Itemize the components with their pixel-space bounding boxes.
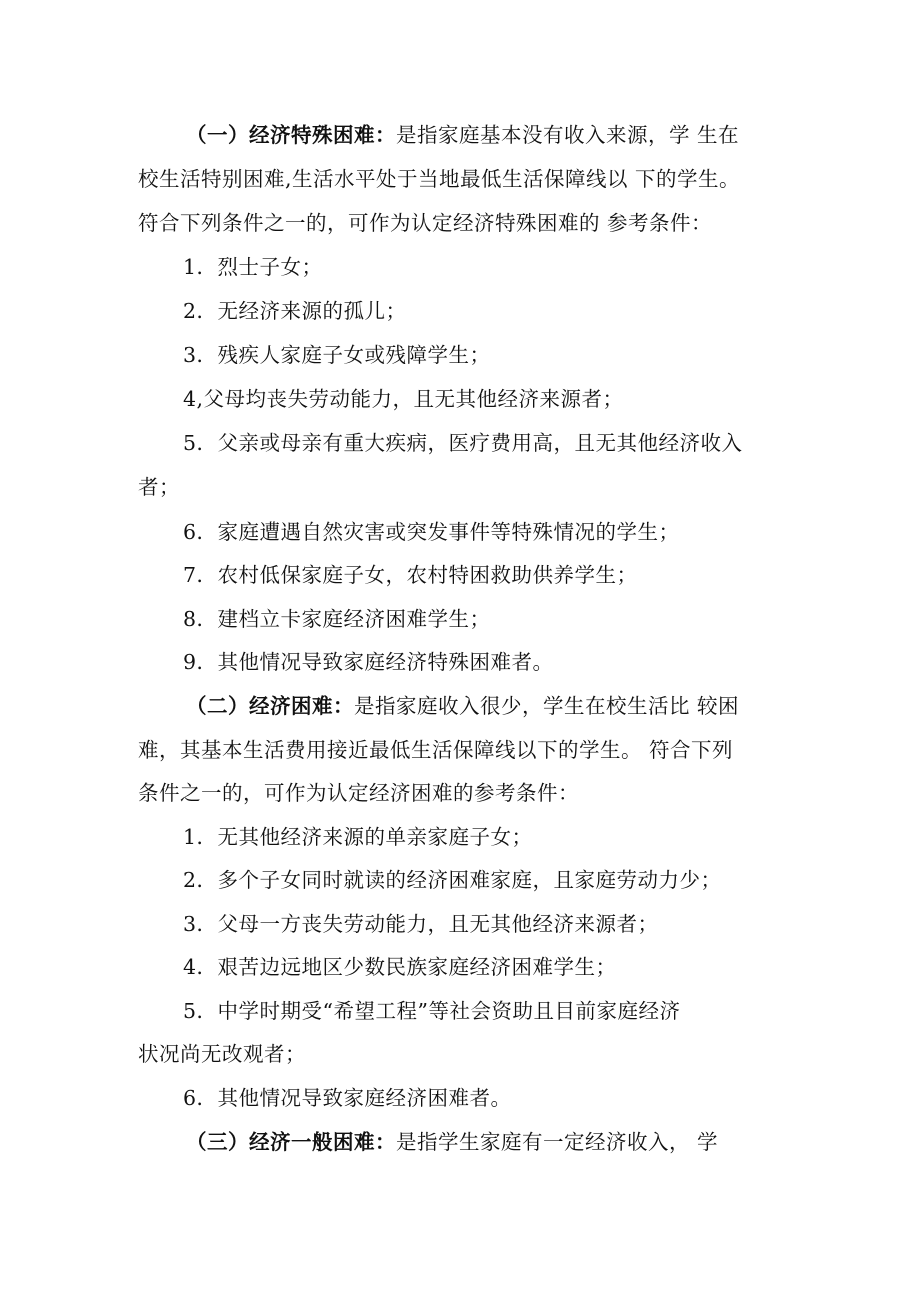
section1-item-5: 5．父亲或母亲有重大疾病，医疗费用高，且无其他经济收入 xyxy=(183,431,743,455)
section3-line1-text: 是指学生家庭有一定经济收入， 学 xyxy=(396,1130,719,1154)
section2-first-line xyxy=(186,684,856,728)
section2-line2: 难，其基本生活费用接近最低生活保障线以下的学生。 符合下列 xyxy=(138,738,734,762)
section2-item-5: 5．中学时期受“希望工程”等社会资助且目前家庭经济 xyxy=(183,999,681,1023)
section1-line3: 符合下列条件之一的，可作为认定经济特殊困难的 参考条件： xyxy=(138,211,713,235)
section3-first-line xyxy=(186,1120,856,1164)
section2-item-2: 2．多个子女同时就读的经济困难家庭，且家庭劳动力少； xyxy=(183,868,722,892)
section1-item-4: 4,父母均丧失劳动能力，且无其他经济来源者； xyxy=(183,387,624,411)
section1-item-5-continued: 者； xyxy=(138,475,180,499)
section2-line1-text: 是指家庭收入很少，学生在校生活比 较困 xyxy=(354,694,740,718)
section2-item-3: 3．父母一方丧失劳动能力，且无其他经济来源者； xyxy=(183,912,659,936)
section1-item-2: 2．无经济来源的孤儿； xyxy=(183,299,407,323)
section2-heading: （二）经济困难： xyxy=(186,694,354,718)
section1-line2: 校生活特别困难,生活水平处于当地最低生活保障线以 下的学生。 xyxy=(138,167,741,191)
section2-item-5-continued: 状况尚无改观者； xyxy=(138,1042,306,1066)
section1-item-6: 6．家庭遭遇自然灾害或突发事件等特殊情况的学生； xyxy=(183,520,680,544)
section2-item-4: 4．艰苦边远地区少数民族家庭经济困难学生； xyxy=(183,955,617,979)
section1-item-9: 9．其他情况导致家庭经济特殊困难者。 xyxy=(183,650,554,674)
section1-item-7: 7．农村低保家庭子女，农村特困救助供养学生； xyxy=(183,563,638,587)
section1-item-1: 1．烈士子女； xyxy=(183,255,323,279)
section1-first-line xyxy=(186,113,856,157)
section2-line3: 条件之一的，可作为认定经济困难的参考条件： xyxy=(138,781,579,805)
section1-item-3: 3．残疾人家庭子女或残障学生； xyxy=(183,343,491,367)
section2-item-6: 6．其他情况导致家庭经济困难者。 xyxy=(183,1086,512,1110)
section1-heading: （一）经济特殊困难： xyxy=(186,123,396,147)
section2-item-1: 1．无其他经济来源的单亲家庭子女； xyxy=(183,825,533,849)
section1-line1-text: 是指家庭基本没有收入来源，学 生在 xyxy=(396,123,740,147)
section3-heading: （三）经济一般困难： xyxy=(186,1130,396,1154)
section1-item-8: 8．建档立卡家庭经济困难学生； xyxy=(183,607,491,631)
